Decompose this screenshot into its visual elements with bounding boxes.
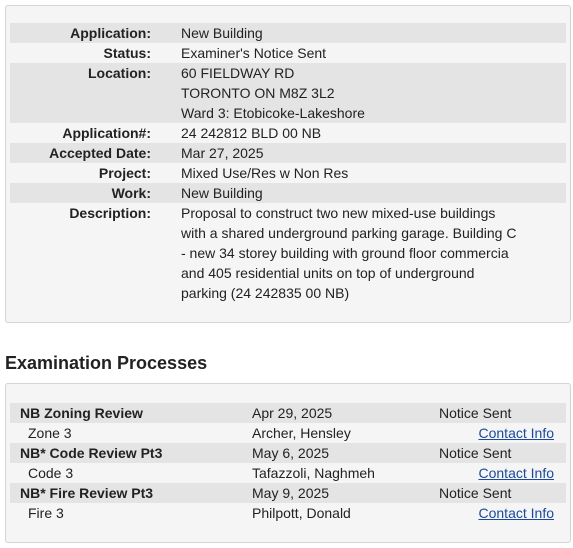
- detail-row-status: [10, 43, 566, 63]
- process-district: Zone 3: [28, 425, 72, 441]
- process-detail-row: [10, 423, 566, 443]
- detail-value: Mixed Use/Res w Non Res: [181, 165, 349, 181]
- process-detail-row: [10, 463, 566, 483]
- process-district: Code 3: [28, 465, 74, 481]
- detail-row-work: [10, 183, 566, 203]
- process-row: [10, 403, 566, 423]
- detail-value: TORONTO ON M8Z 3L2: [181, 85, 335, 101]
- contact-info-link[interactable]: Contact Info: [478, 465, 554, 481]
- detail-label: Description:: [69, 205, 151, 221]
- process-name: NB* Fire Review Pt3: [20, 485, 154, 501]
- process-examiner: Archer, Hensley: [252, 425, 351, 441]
- process-district: Fire 3: [28, 505, 64, 521]
- detail-value: - new 34 storey building with ground floor commercia: [181, 245, 509, 261]
- detail-row-application-number: [10, 123, 566, 143]
- detail-value: with a shared underground parking garage. Building C: [181, 225, 517, 241]
- detail-value: 60 FIELDWAY RD: [181, 65, 295, 81]
- process-status: Notice Sent: [439, 405, 512, 421]
- detail-row-accepted-date: [10, 143, 566, 163]
- detail-value: 24 242812 BLD 00 NB: [181, 125, 322, 141]
- contact-info-link[interactable]: Contact Info: [478, 425, 554, 441]
- detail-value: Mar 27, 2025: [181, 145, 264, 161]
- process-examiner: Tafazzoli, Naghmeh: [252, 465, 375, 481]
- detail-value: Proposal to construct two new mixed-use buildings: [181, 205, 496, 221]
- process-row: [10, 443, 566, 463]
- process-date: May 6, 2025: [252, 445, 330, 461]
- process-date: Apr 29, 2025: [252, 405, 333, 421]
- process-date: May 9, 2025: [252, 485, 330, 501]
- detail-value: Examiner's Notice Sent: [181, 45, 327, 61]
- detail-label: Status:: [103, 45, 151, 61]
- process-row: [10, 483, 566, 503]
- process-detail-row: [10, 503, 566, 523]
- detail-value: New Building: [181, 25, 263, 41]
- detail-label: Location:: [88, 65, 151, 81]
- process-status: Notice Sent: [439, 485, 512, 501]
- detail-row-application: [10, 23, 566, 43]
- section-title: Examination Processes: [5, 353, 208, 373]
- detail-label: Application:: [70, 25, 151, 41]
- detail-value: and 405 residential units on top of underground: [181, 265, 475, 281]
- detail-row-location: [10, 63, 566, 123]
- detail-value: Ward 3: Etobicoke-Lakeshore: [181, 105, 365, 121]
- process-examiner: Philpott, Donald: [252, 505, 351, 521]
- detail-label: Application#:: [62, 125, 151, 141]
- application-details-panel: [5, 5, 571, 323]
- detail-row-project: [10, 163, 566, 183]
- detail-value: parking (24 242835 00 NB): [181, 285, 350, 301]
- detail-label: Project:: [98, 165, 151, 181]
- detail-label: Accepted Date:: [49, 145, 151, 161]
- examination-processes-panel: [5, 383, 571, 543]
- detail-label: Work:: [111, 185, 151, 201]
- process-name: NB Zoning Review: [20, 405, 143, 421]
- detail-value: New Building: [181, 185, 263, 201]
- detail-row-description: [10, 203, 566, 303]
- process-status: Notice Sent: [439, 445, 512, 461]
- contact-info-link[interactable]: Contact Info: [478, 505, 554, 521]
- process-name: NB* Code Review Pt3: [20, 445, 163, 461]
